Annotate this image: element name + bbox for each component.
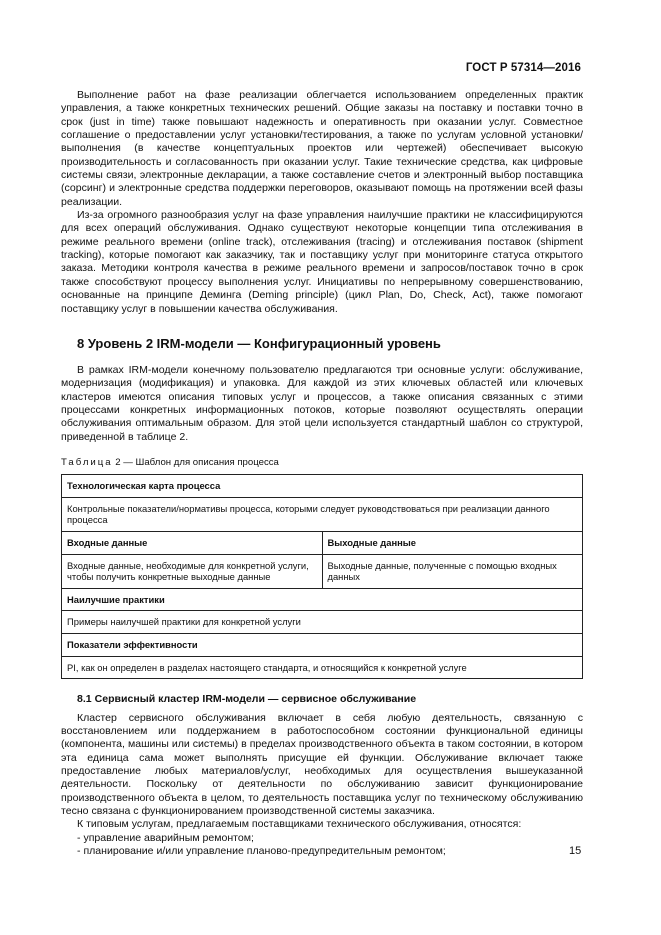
table-row [62, 611, 583, 634]
table-cell: PI, как он определен в разделах настоящего стандарта, и относящийся к конкретной услуге [62, 656, 583, 679]
table-row [62, 656, 583, 679]
list-item: - управление аварийным ремонтом; [77, 831, 254, 844]
table-row [62, 475, 583, 498]
table-caption-label: Таблица [61, 456, 113, 468]
table-row [62, 634, 583, 657]
table-cell: Примеры наилучшей практики для конкретной услуги [62, 611, 583, 634]
table-cell-header: Входные данные [62, 532, 323, 555]
table-row [62, 497, 583, 531]
subsection-heading: 8.1 Сервисный кластер IRM-модели — сервисное обслуживание [77, 693, 417, 706]
table-row [62, 554, 583, 588]
list-item: - планирование и/или управление планово-предупредительным ремонтом; [77, 844, 446, 857]
table-cell-header: Наилучшие практики [62, 588, 583, 611]
table-cell: Входные данные, необходимые для конкретной услуги, чтобы получить конкретные выходные данные [62, 554, 323, 588]
paragraph: Кластер сервисного обслуживания включает в себя любую деятельность, связанную с восстановлением или поддержанием в работоспособном состоянии функциональной единицы (компонента, машины или системы) в пределах производственного объекта в таком состоянии, в котором эта единица сама может выполнять присущие ей функции. Обслуживание включает также предоставление любых материалов/услуг, необходимых для осуществления вышеуказанной деятельности. Поскольку от деятельности по обслуживанию зависит функционирование производственного объекта в целом, то деятельность поставщика услуг по техническому обслуживанию тесно связана с функционированием производственной системы заказчика. [61, 711, 583, 817]
page-content [61, 89, 583, 858]
paragraph: Выполнение работ на фазе реализации облегчается использованием определенных практик управления, а также конкретных технических решений. Общие заказы на поставку и поставки точно в срок (just in time) также повышают надежность и оперативность при оказании услуг. Совместное соглашение о предоставлении услуг установки/тестирования, а также по услугам условной установки/выполнения (в качестве концептуальных проектов или чертежей) обеспечивает высокую производительность и согласованность при оказании услуг. Такие технические средства, как цифровые системы связи, электронные декларации, а также составление счетов и электронный выбор поставщика (сорсинг) и электронные средства поддержки переговоров, оказывают помощь на протяжении всей фазы реализации. [61, 89, 583, 208]
table-cell: Выходные данные, полученные с помощью входных данных [322, 554, 583, 588]
table-cell: Контрольные показатели/нормативы процесса, которыми следует руководствоваться при реализации данного процесса [62, 497, 583, 531]
paragraph: К типовым услугам, предлагаемым поставщиками технического обслуживания, относятся: [77, 818, 522, 831]
table-cell-header: Выходные данные [322, 532, 583, 555]
process-template-table [61, 474, 583, 679]
page-number: 15 [569, 845, 582, 857]
paragraph: Из-за огромного разнообразия услуг на фазе управления наилучшие практики не классифицируются для всех операций обслуживания. Однако существуют некоторые концепции типа отслеживания в режиме реального времени (online track), отслеживания (tracing) и отслеживания поставок (shipment tracking), которые помогают как заказчику, так и поставщику услуг при мониторинге статуса открытого заказа. Методики контроля качества в режиме реального времени и запросов/поставок точно в срок также способствуют процессу выполнения услуг. Инициативы по непрерывному совершенствованию, основанные на принципе Деминга (Deming principle) (цикл Plan, Do, Check, Act), также помогают поставщику услуг в повышении качества обслуживания. [61, 209, 583, 315]
table-row [62, 532, 583, 555]
table-caption [61, 456, 583, 469]
document-code: ГОСТ Р 57314—2016 [465, 62, 581, 74]
section-heading: 8 Уровень 2 IRM-модели — Конфигурационный уровень [77, 335, 441, 351]
table-cell-header: Технологическая карта процесса [62, 475, 583, 498]
paragraph: В рамках IRM-модели конечному пользователю предлагаются три основные услуги: обслуживание, модернизация (модификация) и упаковка. Для каждой из этих ключевых областей или ключевых кластеров имеются описания типовых услуг и процессов, а также описания связанных с этими процессами конкретных информационных потоков, которые позволяют осуществлять операции обслуживания оптимальным образом. Для этой цели используется стандартный шаблон со структурой, приведенной в таблице 2. [61, 363, 583, 443]
table-row [62, 588, 583, 611]
table-cell-header: Показатели эффективности [62, 634, 583, 657]
table-caption-text: 2 — Шаблон для описания процесса [115, 456, 279, 468]
